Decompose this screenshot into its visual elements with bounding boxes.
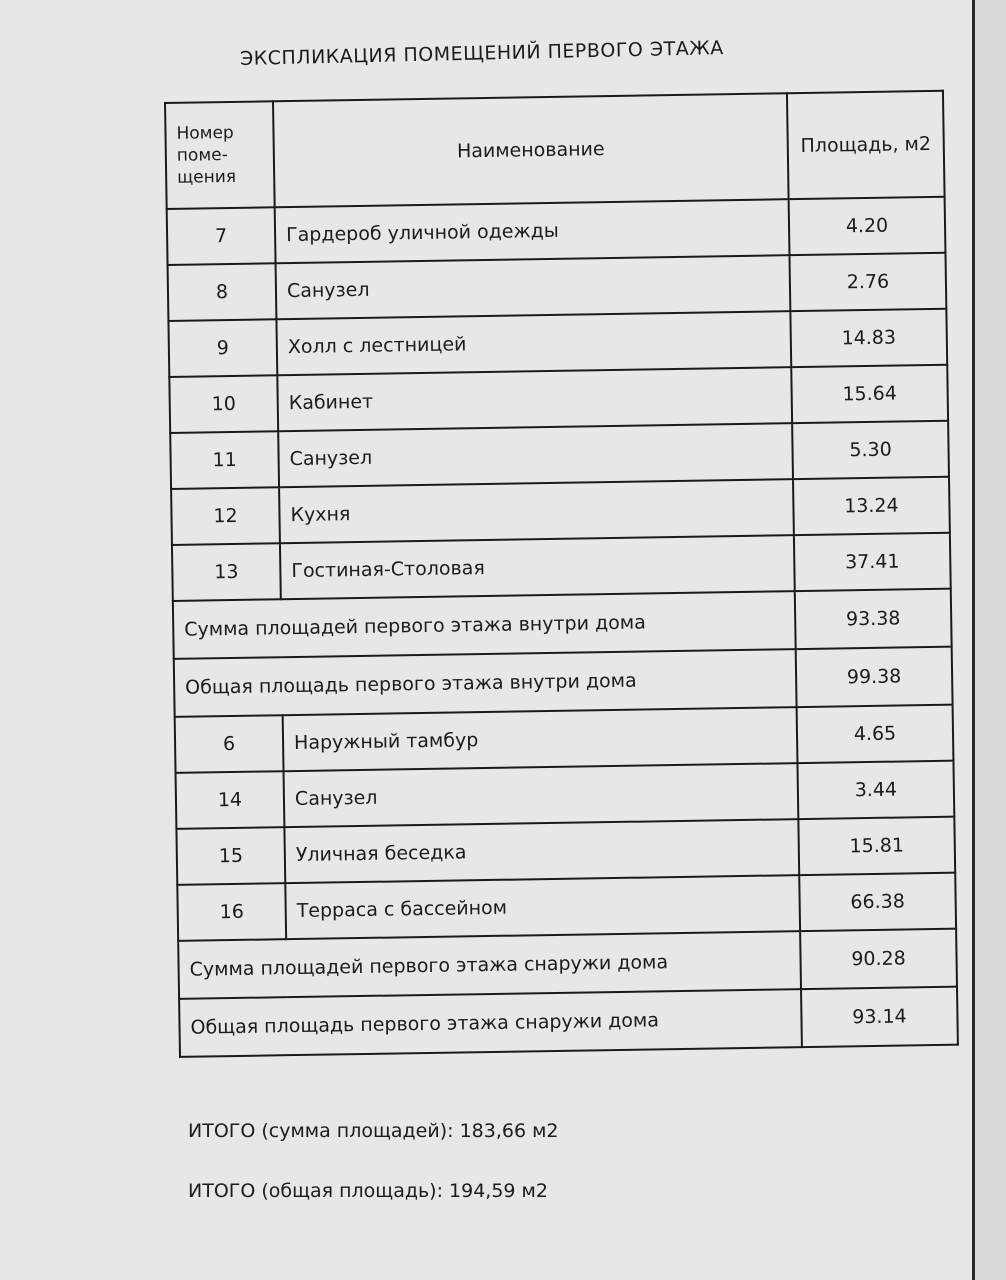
page-right-margin bbox=[975, 0, 1006, 1280]
grand-total-line: ИТОГО (общая площадь): 194,59 м2 bbox=[188, 1180, 548, 1202]
header-room-number-text: Номер поме-щения bbox=[176, 122, 237, 188]
inside-sum-label: Сумма площадей первого этажа внутри дома bbox=[173, 591, 796, 659]
room-name: Терраса с бассейном bbox=[285, 875, 800, 939]
room-area: 2.76 bbox=[789, 253, 946, 311]
room-name: Кухня bbox=[279, 479, 794, 543]
room-name: Гостиная-Столовая bbox=[280, 535, 795, 599]
room-number: 15 bbox=[176, 827, 285, 885]
inside-total-label: Общая площадь первого этажа внутри дома bbox=[174, 649, 797, 717]
room-area: 5.30 bbox=[792, 421, 949, 479]
outside-total-label: Общая площадь первого этажа снаружи дома bbox=[179, 989, 802, 1057]
explication-table-wrapper bbox=[164, 90, 959, 1058]
room-area: 66.38 bbox=[799, 873, 956, 931]
room-area: 15.64 bbox=[791, 365, 948, 423]
room-name: Кабинет bbox=[277, 367, 792, 431]
room-number: 9 bbox=[168, 319, 277, 377]
room-name: Санузел bbox=[284, 763, 799, 827]
room-number: 16 bbox=[177, 883, 286, 941]
room-name: Гардероб уличной одежды bbox=[275, 199, 790, 263]
table-header-row bbox=[165, 91, 945, 209]
room-number: 8 bbox=[168, 263, 277, 321]
inside-total-value: 99.38 bbox=[796, 647, 953, 707]
room-area: 37.41 bbox=[794, 533, 951, 591]
room-area: 4.20 bbox=[789, 197, 946, 255]
outside-total-value: 93.14 bbox=[801, 987, 958, 1047]
room-name: Холл с лестницей bbox=[276, 311, 791, 375]
header-room-name: Наименование bbox=[273, 93, 789, 207]
room-area: 4.65 bbox=[797, 705, 954, 763]
header-room-number bbox=[165, 101, 275, 209]
room-number: 14 bbox=[176, 771, 285, 829]
room-area: 3.44 bbox=[797, 761, 954, 819]
document-title: ЭКСПЛИКАЦИЯ ПОМЕЩЕНИЙ ПЕРВОГО ЭТАЖА bbox=[239, 37, 724, 70]
header-room-area: Площадь, м2 bbox=[787, 91, 945, 199]
explication-table bbox=[164, 90, 959, 1058]
room-name: Санузел bbox=[276, 255, 791, 319]
room-number: 13 bbox=[172, 543, 281, 601]
outside-sum-value: 90.28 bbox=[800, 929, 957, 989]
room-name: Санузел bbox=[278, 423, 793, 487]
room-number: 7 bbox=[167, 207, 276, 265]
room-name: Наружный тамбур bbox=[283, 707, 798, 771]
grand-sum-line: ИТОГО (сумма площадей): 183,66 м2 bbox=[188, 1120, 559, 1142]
room-number: 10 bbox=[169, 375, 278, 433]
room-number: 12 bbox=[171, 487, 280, 545]
room-number: 6 bbox=[175, 715, 284, 773]
room-area: 14.83 bbox=[790, 309, 947, 367]
inside-sum-value: 93.38 bbox=[795, 589, 952, 649]
outside-sum-label: Сумма площадей первого этажа снаружи дома bbox=[178, 931, 801, 999]
room-area: 13.24 bbox=[793, 477, 950, 535]
room-name: Уличная беседка bbox=[284, 819, 799, 883]
room-number: 11 bbox=[170, 431, 279, 489]
page-edge-line bbox=[972, 0, 975, 1280]
room-area: 15.81 bbox=[798, 817, 955, 875]
outside-total-row bbox=[179, 987, 958, 1057]
